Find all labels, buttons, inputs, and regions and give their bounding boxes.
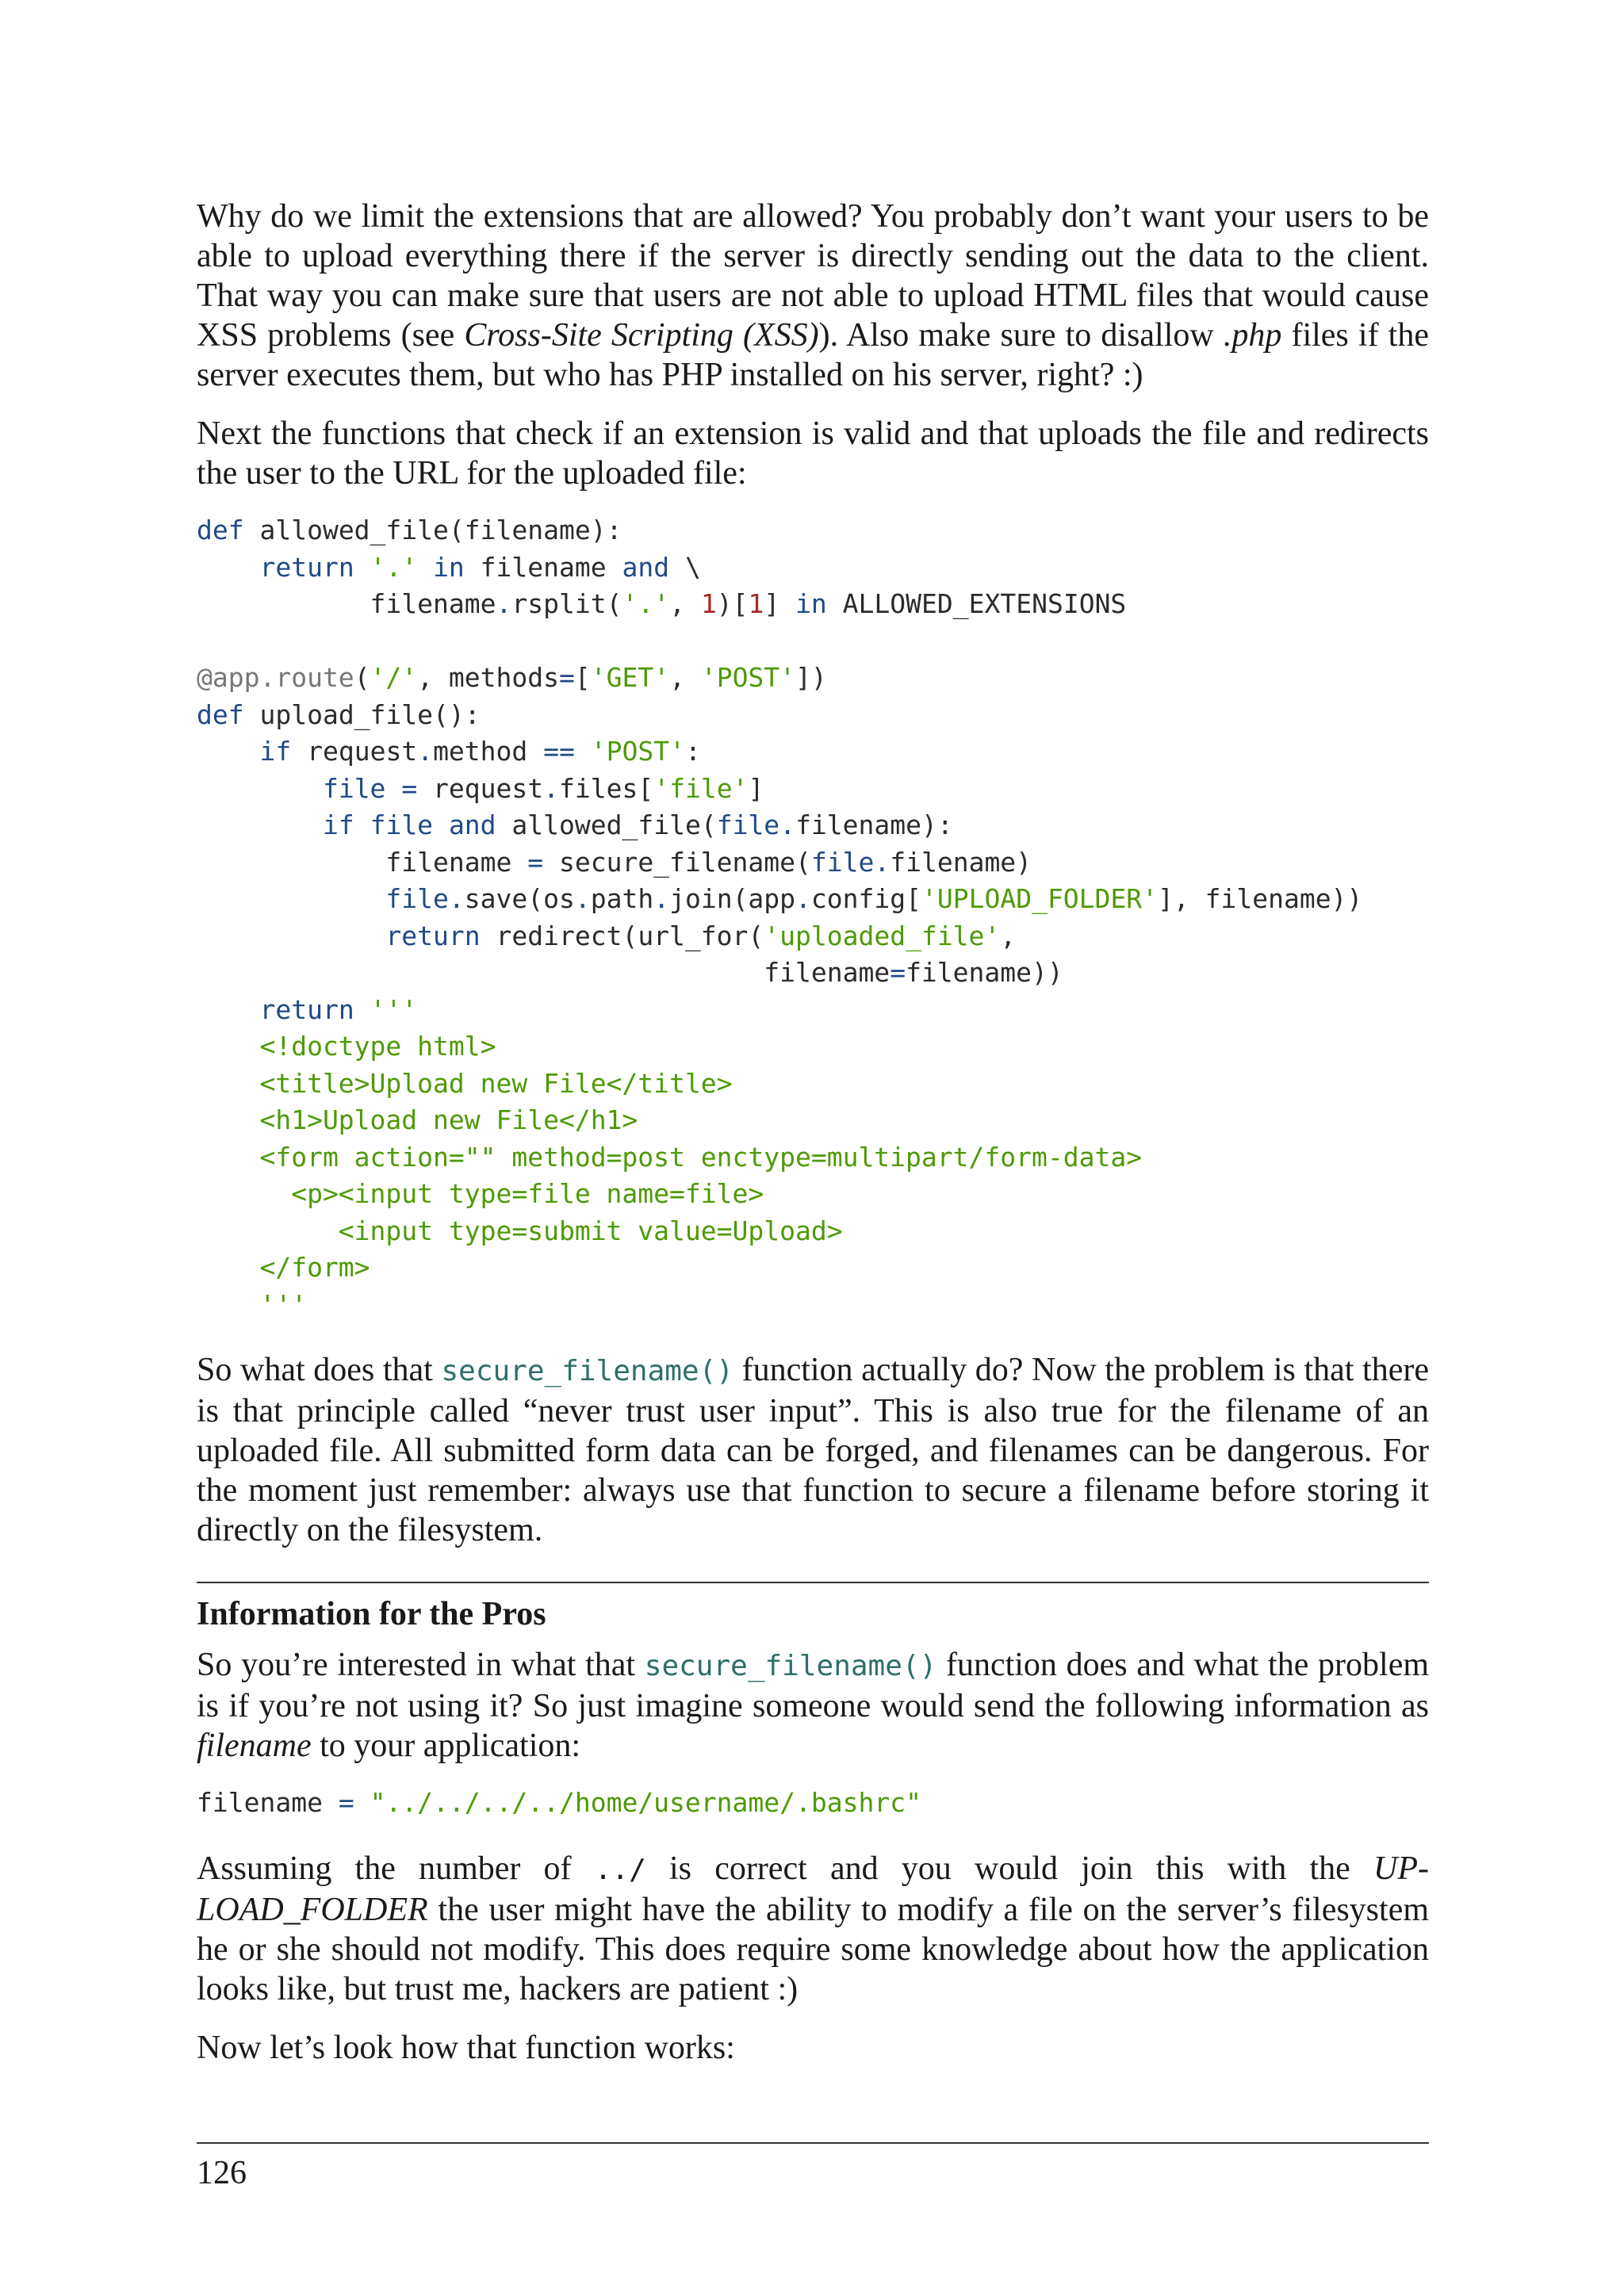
text-run: Assuming the number of — [197, 1850, 595, 1887]
page-number: 126 — [197, 2155, 247, 2191]
code-listing — [197, 512, 1429, 1323]
code-line: def allowed_file(filename): — [197, 515, 622, 545]
code-line: ''' — [197, 1288, 308, 1320]
code-line: return '.' in filename and \ — [259, 551, 701, 583]
text-run: function actually do? Now the problem is that there is that principle called “never trust user input”. This is also true for the filename of an uploaded file. All submitted form data can be forged, and filenames can be dangerous. For the moment just remember: always use that function to secure a filename before storing it directly on the filesystem. — [197, 1352, 1429, 1548]
code-line: if file and allowed_file(file.filename): — [322, 809, 953, 840]
code-line: <p><input type=file name=file> — [197, 1178, 764, 1209]
text-run: files if the server executes them, but who has PHP installed on his server, right? :) — [197, 317, 1429, 393]
code-line: </form> — [197, 1252, 370, 1283]
code-line: <input type=submit value=Upload> — [197, 1215, 843, 1246]
emphasis: UPLOAD_FOLDER — [197, 1850, 1429, 1928]
code-line: <title>Upload new File</title> — [197, 1067, 733, 1099]
inline-code: ../ — [594, 1853, 646, 1886]
text-run: Why do we limit the extensions that are allowed? You probably don’t want your users to be able to upload everything there if the server is directly sending out the data to the client. That way you can make sure that users are not able to upload HTML files that would cause XSS problems (see — [197, 198, 1429, 354]
code-line: return redirect(url_for('uploaded_file', — [385, 920, 1017, 951]
info-box-divider — [197, 1582, 1429, 1583]
footer-divider — [197, 2142, 1429, 2144]
info-box-title: Information for the Pros — [197, 1596, 546, 1632]
paragraph-assuming — [197, 1849, 1429, 2009]
inline-code: secure_filename() — [644, 1650, 937, 1682]
code-line: return ''' — [259, 993, 418, 1025]
text-run: function does and what the problem is if you’re not using it? So just imagine someone would send the following information as — [197, 1647, 1430, 1724]
xss-reference[interactable]: Cross-Site Scripting (XSS) — [464, 317, 819, 354]
paragraph-extensions — [197, 197, 1429, 395]
code-line: <form action="" method=post enctype=multipart/form-data> — [197, 1141, 1143, 1173]
code-line: filename=filename)) — [197, 957, 1063, 988]
code-example — [197, 1785, 1429, 1822]
code-line: filename.rsplit('.', 1)[1] in ALLOWED_EXTENSIONS — [197, 588, 1127, 619]
emphasis: filename — [197, 1728, 312, 1764]
inline-code: secure_filename() — [441, 1355, 733, 1387]
code-line: filename = "../../../../home/username/.bashrc" — [197, 1787, 921, 1818]
paragraph-look: Now let’s look how that function works: — [197, 2029, 735, 2066]
text-run: ). Also make sure to disallow — [818, 317, 1224, 354]
code-line — [197, 626, 213, 656]
page-content — [197, 197, 1429, 2087]
code-line: filename = secure_filename(file.filename) — [197, 846, 1032, 878]
code-line: def upload_file(): — [197, 698, 481, 730]
code-line: file.save(os.path.join(app.config['UPLOAD_FOLDER'], filename)) — [385, 883, 1363, 914]
code-line: if request.method == 'POST': — [259, 736, 701, 767]
code-line: @app.route('/', methods=['GET', 'POST']) — [197, 662, 827, 693]
text-run: to your application: — [311, 1728, 581, 1764]
code-line: <h1>Upload new File</h1> — [197, 1104, 638, 1135]
code-line: file = request.files['file'] — [322, 772, 764, 804]
text-run: So you’re interested in what that — [197, 1647, 645, 1683]
paragraph-next-functions: Next the functions that check if an extension is valid and that uploads the file and redirects the user to the URL for the uploaded file: — [197, 415, 1429, 492]
paragraph-secure-filename — [197, 1350, 1429, 1550]
code-line: <!doctype html> — [197, 1031, 496, 1062]
text-run: So what does that — [197, 1352, 442, 1388]
paragraph-pros — [197, 1645, 1429, 1766]
text-run: is correct and you would join this with the — [645, 1850, 1373, 1887]
text-run: the user might have the ability to modify a file on the server’s filesystem he or she should not modify. This does require some knowledge about how the application looks like, but trust me, hackers are patient :) — [197, 1891, 1429, 2007]
php-extension: .php — [1223, 317, 1282, 354]
